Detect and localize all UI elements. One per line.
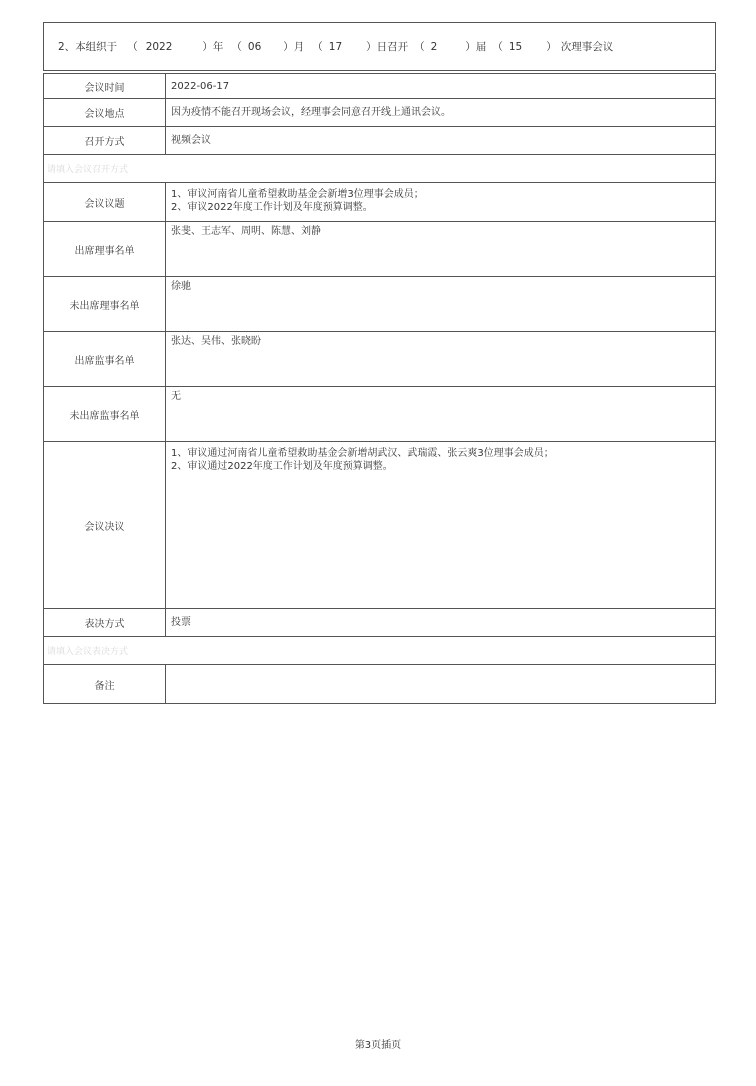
meeting-topics-row: [43, 183, 716, 222]
meeting-method-label: 召开方式: [44, 127, 166, 154]
method-hint: 请填入会议召开方式: [43, 155, 716, 183]
present-supervisors-label: 出席监事名单: [44, 332, 166, 386]
meeting-location-value: 因为疫情不能召开现场会议，经理事会同意召开线上通讯会议。: [171, 107, 451, 118]
absent-directors-label: 未出席理事名单: [44, 277, 166, 331]
day-value: 17: [328, 40, 343, 53]
absent-supervisors-row: [43, 387, 716, 442]
meeting-record-form: [43, 22, 716, 704]
heading-text-3: 次理事会议: [560, 41, 614, 53]
meeting-location-row: [43, 99, 716, 127]
present-directors-label: 出席理事名单: [44, 222, 166, 276]
meeting-time-label: 会议时间: [44, 74, 166, 98]
voting-label: 表决方式: [44, 609, 166, 636]
meeting-method-row: [43, 127, 716, 155]
month-value: 06: [247, 40, 262, 53]
meeting-time-value: 2022-06-17: [171, 80, 230, 92]
absent-supervisors-value: 无: [171, 391, 181, 402]
resolution-value: [166, 442, 715, 608]
meeting-topics-value: [166, 183, 715, 221]
resolution-row: [43, 442, 716, 609]
remarks-row: [43, 665, 716, 704]
heading-text: 本组织于: [75, 41, 118, 53]
meeting-topics-label: 会议议题: [44, 183, 166, 221]
present-supervisors-row: [43, 332, 716, 387]
month-unit: 月: [293, 41, 305, 53]
meeting-time-row: [43, 73, 716, 99]
absent-directors-row: [43, 277, 716, 332]
present-supervisors-value: 张达、吴伟、张晓盼: [171, 336, 261, 347]
voting-row: [43, 609, 716, 637]
term-unit: 届: [475, 41, 487, 53]
page-footer: 第3页插页: [354, 1040, 402, 1051]
heading-text-2: 日召开: [376, 41, 409, 53]
resolution-item-1: 1、审议通过河南省儿童希望救助基金会新增胡武汉、武瑞霞、张云爽3位理事会成员；: [171, 448, 554, 459]
present-directors-value: 张斐、王志军、周明、陈慧、刘静: [171, 226, 321, 237]
meeting-heading: 2、 本组织于 （ 2022 ） 年 （ 06 ） 月 （ 17 ） 日召开 （ 2 ） 届 （ 15 ） 次理事会议: [43, 22, 716, 71]
item-number: 2、: [58, 41, 76, 53]
session-value: 15: [508, 40, 523, 53]
present-directors-row: [43, 222, 716, 277]
absent-supervisors-label: 未出席监事名单: [44, 387, 166, 441]
meeting-location-label: 会议地点: [44, 99, 166, 126]
voting-hint: 请填入会议表决方式: [43, 637, 716, 665]
voting-value: 投票: [171, 617, 191, 628]
year-value: 2022: [145, 40, 173, 53]
year-unit: 年: [212, 41, 224, 53]
remarks-label: 备注: [44, 665, 166, 703]
resolution-item-2: 2、审议通过2022年度工作计划及年度预算调整。: [171, 461, 393, 472]
absent-directors-value: 徐驰: [171, 281, 191, 292]
meeting-method-value: 视频会议: [171, 135, 211, 146]
term-value: 2: [430, 40, 438, 53]
remarks-value: [166, 665, 715, 703]
resolution-label: 会议决议: [44, 442, 166, 608]
topic-item-2: 2、审议2022年度工作计划及年度预算调整。: [171, 202, 373, 213]
topic-item-1: 1、审议河南省儿童希望救助基金会新增3位理事会成员；: [171, 189, 424, 200]
